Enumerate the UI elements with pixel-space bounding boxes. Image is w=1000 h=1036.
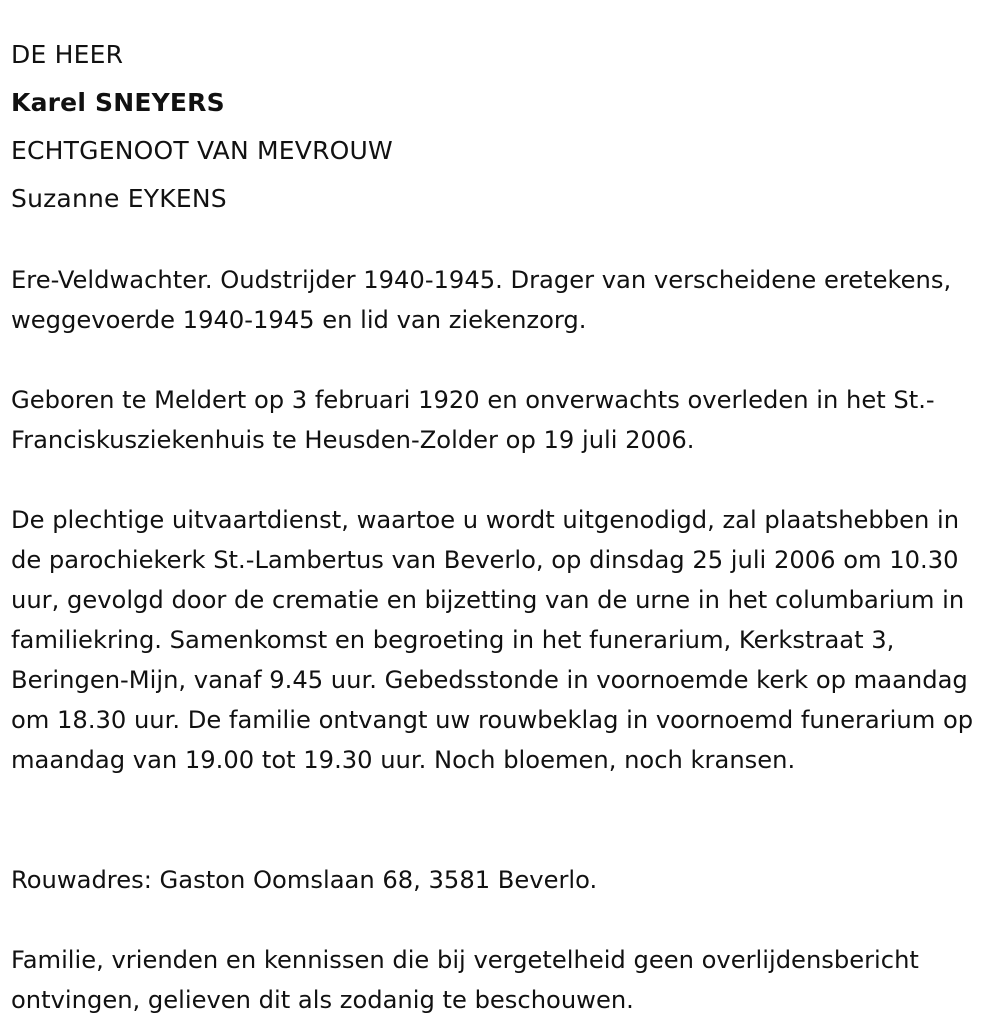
salutation: DE HEER xyxy=(11,40,124,69)
address-paragraph: Rouwadres: Gaston Oomslaan 68, 3581 Beverlo. xyxy=(11,866,598,894)
notice-paragraph: Familie, vrienden en kennissen die bij vergetelheid geen overlijdensbericht ontvingen, gelieven dit als zodanig te beschouwen. xyxy=(11,946,919,1014)
birth-death-paragraph: Geboren te Meldert op 3 februari 1920 en onverwachts overleden in het St.-Franciskusziekenhuis te Heusden-Zolder op 19 juli 2006. xyxy=(11,386,935,454)
funeral-paragraph: De plechtige uitvaartdienst, waartoe u wordt uitgenodigd, zal plaatshebben in de parochiekerk St.-Lambertus van Beverlo, op dinsdag 25 juli 2006 om 10.30 uur, gevolgd door de crematie en bijzetting van de urne in het columbarium in familiekring. Samenkomst en begroeting in het funerarium, Kerkstraat 3, Beringen-Mijn, vanaf 9.45 uur. Gebedsstonde in voornoemde kerk op maandag om 18.30 uur. De familie ontvangt uw rouwbeklag in voornoemd funerarium op maandag van 19.00 tot 19.30 uur. Noch bloemen, noch kransen. xyxy=(11,506,974,774)
deceased-name: Karel SNEYERS xyxy=(11,88,225,117)
spouse-name: Suzanne EYKENS xyxy=(11,184,227,213)
honors-paragraph: Ere-Veldwachter. Oudstrijder 1940-1945. Drager van verscheidene eretekens, weggevoerde 1940-1945 en lid van ziekenzorg. xyxy=(11,266,952,334)
relation-label: ECHTGENOOT VAN MEVROUW xyxy=(11,136,393,165)
